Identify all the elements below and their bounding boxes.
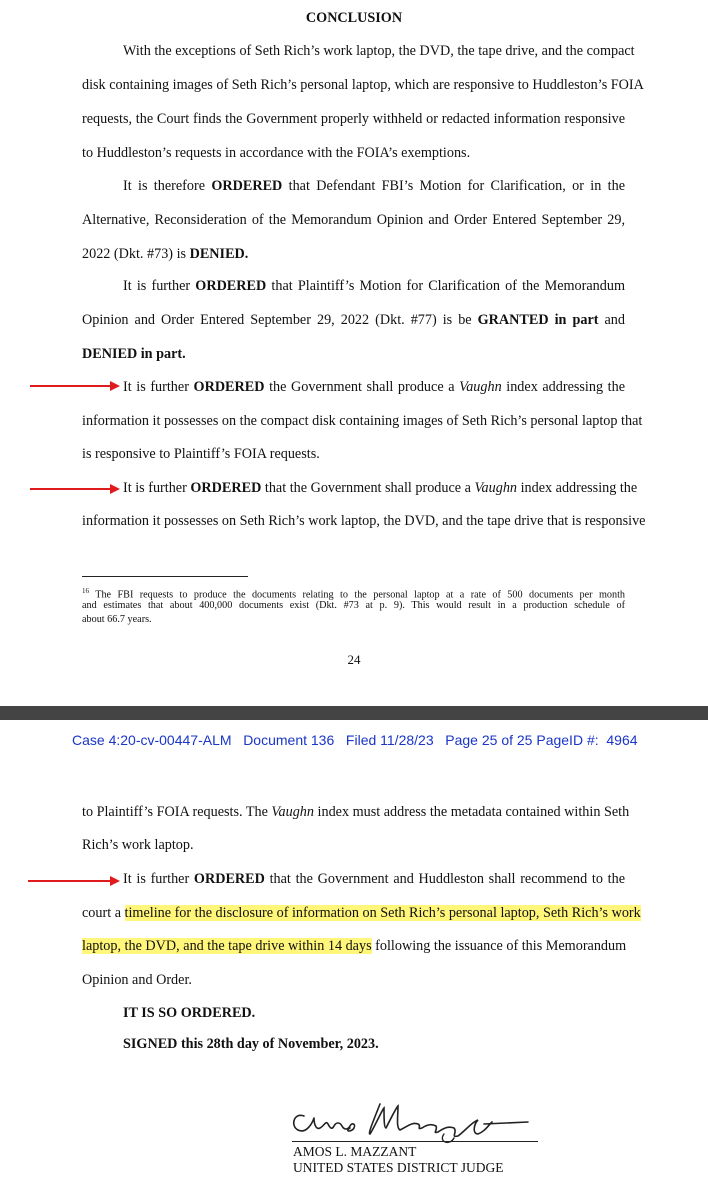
- conclusion-heading: CONCLUSION: [305, 10, 403, 26]
- para2-line1: It is therefore ORDERED that Defendant FBI’s Motion for Clarification, or in the: [123, 178, 625, 194]
- cont-line1: to Plaintiff’s FOIA requests. The Vaughn index must address the metadata contained within Seth: [82, 804, 630, 820]
- para6-line3: laptop, the DVD, and the tape drive within 14 days following the issuance of this Memorandum: [82, 938, 627, 954]
- para2-line3: 2022 (Dkt. #73) is DENIED.: [82, 246, 249, 262]
- para6-line1: It is further ORDERED that the Government and Huddleston shall recommend to the: [123, 871, 625, 887]
- para6-line4: Opinion and Order.: [82, 972, 192, 988]
- para2-line2: Alternative, Reconsideration of the Memorandum Opinion and Order Entered September 29,: [82, 212, 625, 228]
- red-arrow-annotation-3: [28, 880, 120, 883]
- page-number: 24: [347, 652, 361, 667]
- para4-line2: information it possesses on the compact disk containing images of Seth Rich’s personal laptop that: [82, 413, 643, 429]
- para4-line3: is responsive to Plaintiff’s FOIA requests.: [82, 446, 320, 462]
- red-arrow-annotation-2: [30, 488, 120, 491]
- case-header: Case 4:20-cv-00447-ALM Document 136 Filed 11/28/23 Page 25 of 25 PageID #: 4964: [72, 732, 638, 748]
- para1-line4: to Huddleston’s requests in accordance with the FOIA’s exemptions.: [82, 145, 471, 161]
- page-divider: [0, 706, 708, 720]
- para1-line1: With the exceptions of Seth Rich’s work laptop, the DVD, the tape drive, and the compact: [123, 43, 635, 59]
- red-arrow-annotation-1: [30, 385, 120, 388]
- para3-line1: It is further ORDERED that Plaintiff’s Motion for Clarification of the Memorandum: [123, 278, 625, 294]
- para6-line2: court a timeline for the disclosure of information on Seth Rich’s personal laptop, Seth Rich’s work: [82, 905, 641, 921]
- para3-line3: DENIED in part.: [82, 346, 186, 362]
- para5-line1: It is further ORDERED that the Government shall produce a Vaughn index addressing the: [123, 480, 638, 496]
- highlighted-text: laptop, the DVD, and the tape drive within 14 days: [82, 938, 372, 954]
- highlighted-text: timeline for the disclosure of information on Seth Rich’s personal laptop, Seth Rich’s work: [124, 905, 641, 921]
- so-ordered: IT IS SO ORDERED.: [123, 1005, 256, 1021]
- para5-line2: information it possesses on Seth Rich’s work laptop, the DVD, and the tape drive that is responsive: [82, 513, 646, 529]
- signature-line: [292, 1141, 538, 1142]
- para1-line2: disk containing images of Seth Rich’s personal laptop, which are responsive to Huddleston’s FOIA: [82, 77, 644, 93]
- judge-title: UNITED STATES DISTRICT JUDGE: [293, 1160, 504, 1175]
- signature: [288, 1094, 548, 1148]
- para3-line2: Opinion and Order Entered September 29, 2022 (Dkt. #77) is be GRANTED in part and: [82, 312, 625, 328]
- judge-name: AMOS L. MAZZANT: [293, 1144, 417, 1159]
- footnote-line2: and estimates that about 400,000 documents exist (Dkt. #73 at p. 9). This would result in a production schedule of: [82, 600, 625, 611]
- footnote-mark: 16: [82, 587, 89, 595]
- footnote-line3: about 66.7 years.: [82, 614, 152, 625]
- para1-line3: requests, the Court finds the Government properly withheld or redacted information responsive: [82, 111, 625, 127]
- footnote-rule: [82, 576, 248, 577]
- signed-date: SIGNED this 28th day of November, 2023.: [123, 1036, 379, 1052]
- footnote-line1: $^{16}$ The FBI requests to produce the documents relating to the personal laptop at a rate of 500 documents per month: [82, 587, 625, 601]
- cont-line2: Rich’s work laptop.: [82, 837, 194, 853]
- para4-line1: It is further ORDERED the Government shall produce a Vaughn index addressing the: [123, 379, 625, 395]
